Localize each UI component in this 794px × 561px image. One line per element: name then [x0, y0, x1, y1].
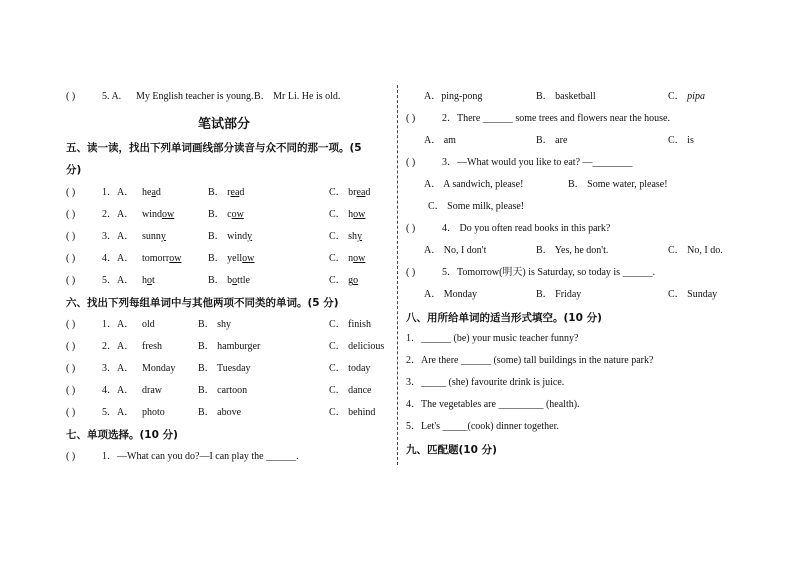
question-number: 4．A．: [102, 385, 135, 396]
word-part: B． wind: [208, 231, 248, 242]
option-c-label: C．: [668, 91, 688, 102]
word-part: C． g: [329, 275, 354, 286]
answer-paren[interactable]: ( ): [66, 231, 76, 242]
answer-paren[interactable]: ( ): [66, 363, 76, 374]
option-c: [329, 274, 358, 288]
answer-paren[interactable]: ( ): [66, 451, 76, 462]
option-b: B． Yes, he don't.: [536, 245, 609, 256]
question-number: 3．A．: [102, 363, 135, 374]
question-number: 3．A．: [102, 231, 135, 242]
option-a: My English teacher is young.: [136, 91, 254, 102]
option-b: B． Mr Li. He is old.: [254, 91, 341, 102]
underlined-letters: o: [353, 275, 359, 286]
fill-blank-question[interactable]: 5．Let's _____(cook) dinner together.: [406, 421, 559, 432]
underlined-letters: ow: [242, 253, 255, 264]
underlined-letters: ow: [353, 253, 366, 264]
option-a: draw: [142, 385, 162, 396]
answer-paren[interactable]: ( ): [66, 341, 76, 352]
answer-paren[interactable]: ( ): [66, 187, 76, 198]
answer-paren[interactable]: ( ): [66, 253, 76, 264]
option-b: [208, 252, 254, 266]
option-b: [208, 274, 250, 288]
fill-blank-question[interactable]: 4．The vegetables are _________ (health).: [406, 399, 580, 410]
word-part: d: [155, 187, 161, 198]
underlined-letters: y: [160, 231, 166, 242]
answer-paren[interactable]: ( ): [406, 223, 416, 234]
section-5-heading-cont: 分): [66, 164, 82, 176]
option-c: [329, 208, 365, 222]
word-part: d: [365, 187, 371, 198]
answer-paren[interactable]: ( ): [66, 407, 76, 418]
option-c: C． No, I do.: [668, 245, 723, 256]
word-part: B． yell: [208, 253, 243, 264]
option-a: [142, 186, 161, 200]
underlined-letters: ow: [353, 209, 366, 220]
option-b: B． hamburger: [198, 341, 261, 352]
question-number: 1．A．: [102, 187, 135, 198]
option-c: C． Sunday: [668, 289, 718, 300]
option-c: [329, 252, 365, 266]
underlined-letters: ow: [169, 253, 182, 264]
underlined-letters: o: [232, 275, 238, 286]
underlined-letters: o: [147, 275, 152, 286]
option-a: A． am: [424, 135, 456, 146]
underlined-letters: y: [357, 231, 363, 242]
answer-paren[interactable]: ( ): [66, 319, 76, 330]
word-part: wind: [142, 209, 162, 220]
word-part: sunn: [142, 231, 161, 242]
option-b: B． Some water, please!: [568, 179, 668, 190]
question-text: 4． Do you often read books in this park?: [442, 223, 611, 234]
option-a: A．ping-pong: [424, 91, 483, 102]
answer-paren[interactable]: ( ): [66, 275, 76, 286]
word-part: d: [239, 187, 245, 198]
option-a: [142, 208, 174, 222]
option-a: [142, 274, 155, 288]
word-part: h: [142, 275, 147, 286]
option-b: B． shy: [198, 319, 232, 330]
answer-paren[interactable]: ( ): [406, 157, 416, 168]
question-number: 5．A．: [102, 407, 135, 418]
section-8-heading: 八、用所给单词的适当形式填空。(10 分): [406, 312, 602, 324]
underlined-letters: a: [151, 187, 156, 198]
option-b: B． cartoon: [198, 385, 248, 396]
option-b: B． basketball: [536, 91, 596, 102]
answer-paren[interactable]: ( ): [66, 385, 76, 396]
answer-paren[interactable]: ( ): [66, 209, 76, 220]
option-a: A． No, I don't: [424, 245, 487, 256]
option-c: [329, 230, 362, 244]
option-b: B． above: [198, 407, 242, 418]
option-c: C． behind: [329, 407, 376, 418]
option-c-word: pipa: [687, 91, 705, 102]
option-b: B． Friday: [536, 289, 582, 300]
question-text: 1．—What can you do?—I can play the ______.: [102, 451, 299, 462]
word-part: t: [152, 275, 155, 286]
answer-paren[interactable]: ( ): [66, 91, 76, 102]
option-a: [142, 252, 181, 266]
option-a: A． Monday: [424, 289, 478, 300]
fill-blank-question[interactable]: 3．_____ (she) favourite drink is juice.: [406, 377, 565, 388]
question-text: 2．There ______ some trees and flowers near the house.: [442, 113, 670, 124]
word-part: B． b: [208, 275, 233, 286]
underlined-letters: ow: [231, 209, 244, 220]
option-a: Monday: [142, 363, 176, 374]
option-b: [208, 230, 252, 244]
answer-paren[interactable]: ( ): [406, 113, 416, 124]
section-9-heading: 九、匹配题(10 分): [406, 444, 497, 456]
word-part: C． sh: [329, 231, 358, 242]
option-c: C． today: [329, 363, 371, 374]
underlined-letters: ea: [356, 187, 366, 198]
word-part: ttle: [237, 275, 250, 286]
section-5-heading: 五、读一读，找出下列单词画线部分读音与众不同的那一项。(5: [66, 142, 362, 154]
option-c: [668, 90, 705, 104]
underlined-letters: ea: [230, 187, 240, 198]
section-6-heading: 六、找出下列每组单词中与其他两项不同类的单词。(5 分): [66, 297, 339, 309]
option-c: C． delicious: [329, 341, 385, 352]
fill-blank-question[interactable]: 1．______ (be) your music teacher funny?: [406, 333, 579, 344]
word-part: C． h: [329, 209, 354, 220]
word-part: C． br: [329, 187, 357, 198]
underlined-letters: y: [247, 231, 253, 242]
question-text: 5．Tomorrow(明天) is Saturday, so today is ______.: [442, 267, 656, 278]
option-c: C． is: [668, 135, 694, 146]
option-c: C． finish: [329, 319, 371, 330]
option-c: [329, 186, 370, 200]
word-part: C． n: [329, 253, 354, 264]
option-a: A． A sandwich, please!: [424, 179, 524, 190]
option-a: old: [142, 319, 155, 330]
question-number: 5. A.: [102, 91, 122, 102]
underlined-letters: ow: [162, 209, 175, 220]
answer-paren[interactable]: ( ): [406, 267, 416, 278]
question-number: 5．A．: [102, 275, 135, 286]
question-number: 4．A．: [102, 253, 135, 264]
word-part: B． c: [208, 209, 232, 220]
option-b: [208, 208, 244, 222]
option-c: C． Some milk, please!: [428, 201, 525, 212]
section-title-written: 笔试部分: [198, 117, 251, 132]
word-part: tomorr: [142, 253, 170, 264]
option-c: C． dance: [329, 385, 372, 396]
question-number: 1．A．: [102, 319, 135, 330]
fill-blank-question[interactable]: 2．Are there ______ (some) tall buildings in the nature park?: [406, 355, 654, 366]
column-divider: [397, 85, 398, 465]
question-text: 3．—What would you like to eat? —________: [442, 157, 633, 168]
option-a: photo: [142, 407, 165, 418]
question-number: 2．A．: [102, 341, 135, 352]
word-part: he: [142, 187, 152, 198]
question-number: 2．A．: [102, 209, 135, 220]
option-b: B． are: [536, 135, 568, 146]
section-7-heading: 七、单项选择。(10 分): [66, 429, 178, 441]
option-a: fresh: [142, 341, 162, 352]
word-part: B． r: [208, 187, 231, 198]
option-b: [208, 186, 244, 200]
option-a: [142, 230, 166, 244]
option-b: B． Tuesday: [198, 363, 251, 374]
